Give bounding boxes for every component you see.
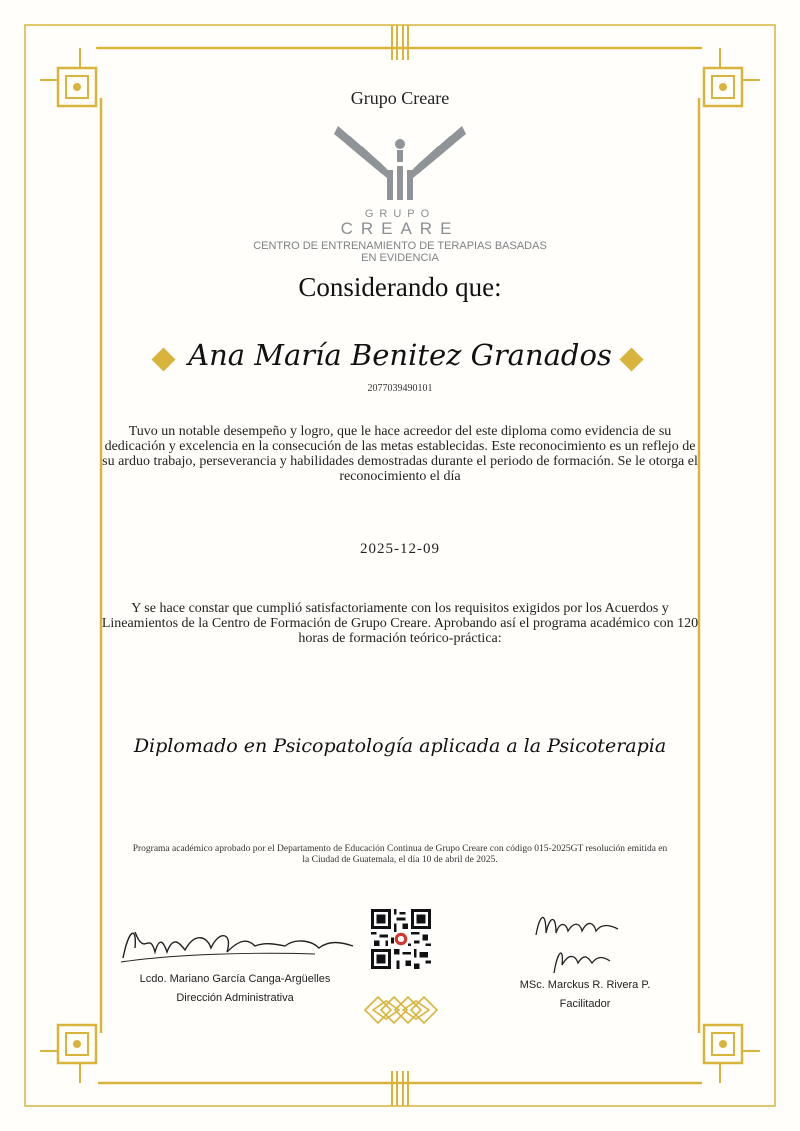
logo-subtitle-line-2: EN EVIDENCIA xyxy=(361,252,439,264)
left-signatory-name: Lcdo. Mariano García Canga-Argüelles xyxy=(139,973,331,985)
right-signature-handwriting xyxy=(530,905,630,980)
left-signature-handwriting xyxy=(115,918,360,968)
logo-word-creare: CREARE xyxy=(340,219,460,238)
requirements-paragraph: Y se hace constar que cumplió satisfactoriamente con los requisitos exigidos por los Acuerdos y Lineamientos de la Centro de Formación de Grupo Creare. Aprobando así el programa académico con 120 horas de formación teórico-práctica: xyxy=(101,601,699,646)
recipient-id: 2077039490101 xyxy=(367,383,433,394)
program-title: Diplomado en Psicopatología aplicada a la Psicoterapia xyxy=(133,735,667,757)
recipient-name: Ana María Benitez Granados xyxy=(188,338,612,372)
award-date: 2025-12-09 xyxy=(360,541,440,557)
right-signatory-name: MSc. Marckus R. Rivera P. xyxy=(519,979,651,991)
diamond-chain-ornament-icon xyxy=(363,993,439,1027)
logo-word-grupo: GRUPO xyxy=(364,208,436,220)
certificate-heading: Considerando que: xyxy=(298,272,502,302)
grupo-creare-logo xyxy=(330,124,470,204)
logo-subtitle-line-1: CENTRO DE ENTRENAMIENTO DE TERAPIAS BASADAS xyxy=(253,240,547,252)
organization-name: Grupo Creare xyxy=(350,88,450,108)
left-signatory-role: Dirección Administrativa xyxy=(176,992,294,1004)
qr-code-icon[interactable] xyxy=(371,909,431,969)
right-signatory-role: Facilitador xyxy=(559,998,611,1010)
logo-subtitle xyxy=(0,240,800,264)
achievement-paragraph: Tuvo un notable desempeño y logro, que le hace acreedor del este diploma como evidencia de su dedicación y excelencia en la consecución de las metas establecidas. Este reconocimiento es un reflejo de su arduo trabajo, perseverancia y habilidades demostradas durante el periodo de formación. Se le otorga el reconocimiento el día xyxy=(102,424,698,484)
program-approval-note: Programa académico aprobado por el Departamento de Educación Continua de Grupo Creare con código 015-2025GT resolución emitida en la Ciudad de Guatemala, el día 10 de abril de 2025. xyxy=(132,844,668,865)
